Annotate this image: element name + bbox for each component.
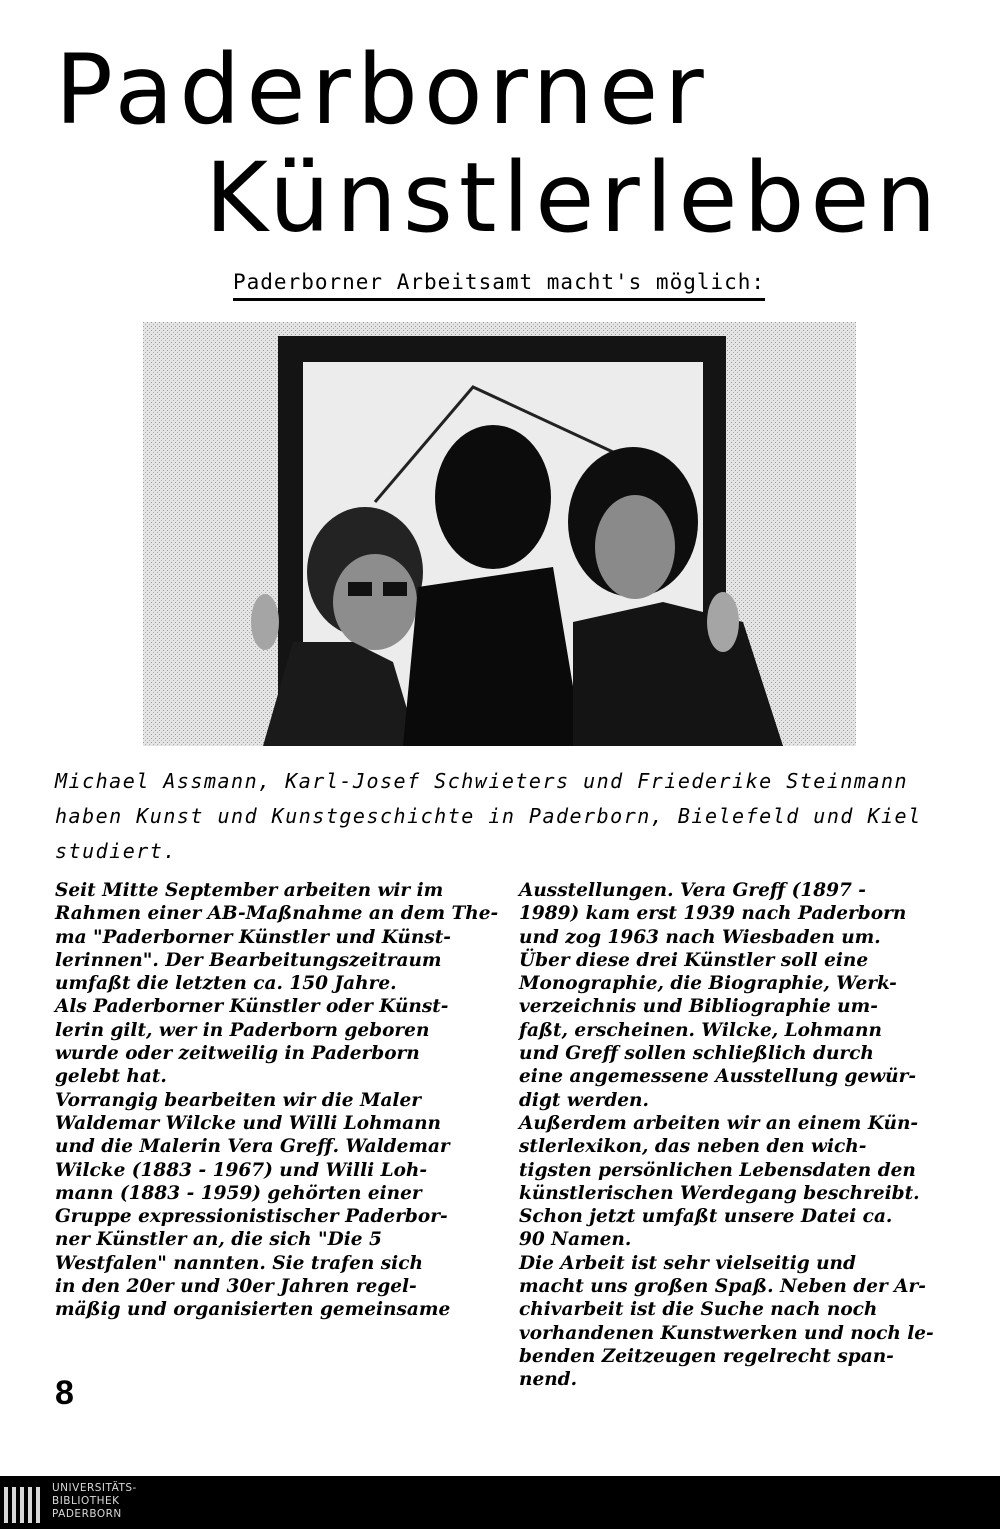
- text-line: in den 20er und 30er Jahren regel-: [55, 1276, 417, 1298]
- text-line: Westfalen" nannten. Sie trafen sich: [55, 1252, 423, 1274]
- text-line: ner Künstler an, die sich "Die 5: [55, 1229, 382, 1251]
- text-line: umfaßt die letzten ca. 150 Jahre.: [55, 973, 397, 995]
- text-line: Gruppe expressionistischer Paderbor-: [55, 1206, 448, 1228]
- logo-line: PADERBORN: [52, 1508, 122, 1520]
- text-line: 90 Namen.: [519, 1229, 632, 1251]
- text-line: Rahmen einer AB-Maßnahme an dem The-: [55, 903, 499, 925]
- title-line-2: Künstlerleben: [205, 142, 943, 254]
- person-middle-head: [435, 425, 551, 569]
- text-line: stlerlexikon, das neben den wich-: [519, 1136, 867, 1158]
- text-line: faßt, erscheinen. Wilcke, Lohmann: [519, 1019, 882, 1041]
- text-line: Schon jetzt umfaßt unsere Datei ca.: [519, 1206, 893, 1228]
- photo-caption: [55, 764, 950, 869]
- caption-line: studiert.: [55, 839, 177, 863]
- text-line: vorhandenen Kunstwerken und noch le-: [519, 1322, 934, 1344]
- title-line-1: Paderborner: [55, 34, 710, 146]
- text-line: wurde oder zeitweilig in Paderborn: [55, 1043, 420, 1065]
- text-line: 1989) kam erst 1939 nach Paderborn: [519, 903, 907, 925]
- text-line: nend.: [519, 1369, 578, 1391]
- person-middle-body: [403, 567, 583, 746]
- text-line: tigsten persönlichen Lebensdaten den: [519, 1159, 916, 1181]
- text-line: Monographie, die Biographie, Werk-: [519, 973, 897, 995]
- text-line: Ausstellungen. Vera Greff (1897 -: [519, 880, 866, 901]
- hand-right: [707, 592, 739, 652]
- library-logo-text: [52, 1482, 137, 1521]
- text-line: Wilcke (1883 - 1967) und Willi Loh-: [55, 1159, 428, 1181]
- text-line: Waldemar Wilcke und Willi Lohmann: [55, 1112, 441, 1134]
- person-right-face: [595, 495, 675, 599]
- hand-left: [251, 594, 279, 650]
- text-line: verzeichnis und Bibliographie um-: [519, 996, 878, 1018]
- text-line: chivarbeit ist die Suche nach noch: [519, 1299, 878, 1321]
- text-line: lerin gilt, wer in Paderborn geboren: [55, 1019, 430, 1041]
- article-left-column: [55, 879, 499, 1322]
- text-line: Außerdem arbeiten wir an einem Kün-: [519, 1112, 919, 1134]
- text-line: gelebt hat.: [55, 1066, 167, 1088]
- text-line: macht uns großen Spaß. Neben der Ar-: [519, 1276, 926, 1298]
- text-line: eine angemessene Ausstellung gewür-: [519, 1066, 917, 1088]
- logo-line: UNIVERSITÄTS-: [52, 1482, 137, 1494]
- text-line: Über diese drei Künstler soll eine: [519, 949, 869, 971]
- person-left-face: [333, 554, 417, 650]
- text-line: künstlerischen Werdegang beschreibt.: [519, 1182, 920, 1204]
- text-line: lerinnen". Der Bearbeitungszeitraum: [55, 949, 442, 971]
- logo-line: BIBLIOTHEK: [52, 1495, 120, 1507]
- text-line: Seit Mitte September arbeiten wir im: [55, 880, 444, 901]
- text-line: und die Malerin Vera Greff. Waldemar: [55, 1136, 450, 1158]
- text-line: und Greff sollen schließlich durch: [519, 1043, 874, 1065]
- text-line: benden Zeitzeugen regelrecht span-: [519, 1345, 894, 1367]
- library-footer: [0, 1478, 1000, 1529]
- text-line: Vorrangig bearbeiten wir die Maler: [55, 1089, 421, 1111]
- text-line: mann (1883 - 1959) gehörten einer: [55, 1182, 422, 1204]
- subtitle: Paderborner Arbeitsamt macht's möglich:: [233, 270, 765, 301]
- article-photo: [143, 322, 856, 746]
- text-line: digt werden.: [519, 1089, 649, 1111]
- article-right-column: [519, 879, 939, 1392]
- text-line: Die Arbeit ist sehr vielseitig und: [519, 1252, 856, 1274]
- page-number: 8: [55, 1374, 74, 1412]
- text-line: mäßig und organisierten gemeinsame: [55, 1299, 451, 1321]
- caption-line: Michael Assmann, Karl-Josef Schwieters und Friederike Steinmann: [55, 769, 909, 793]
- library-logo-icon: [2, 1485, 42, 1525]
- text-line: und zog 1963 nach Wiesbaden um.: [519, 926, 881, 948]
- text-line: Als Paderborner Künstler oder Künst-: [55, 996, 449, 1018]
- text-line: ma "Paderborner Künstler und Künst-: [55, 926, 451, 948]
- caption-line: haben Kunst und Kunstgeschichte in Paderborn, Bielefeld und Kiel: [55, 804, 922, 828]
